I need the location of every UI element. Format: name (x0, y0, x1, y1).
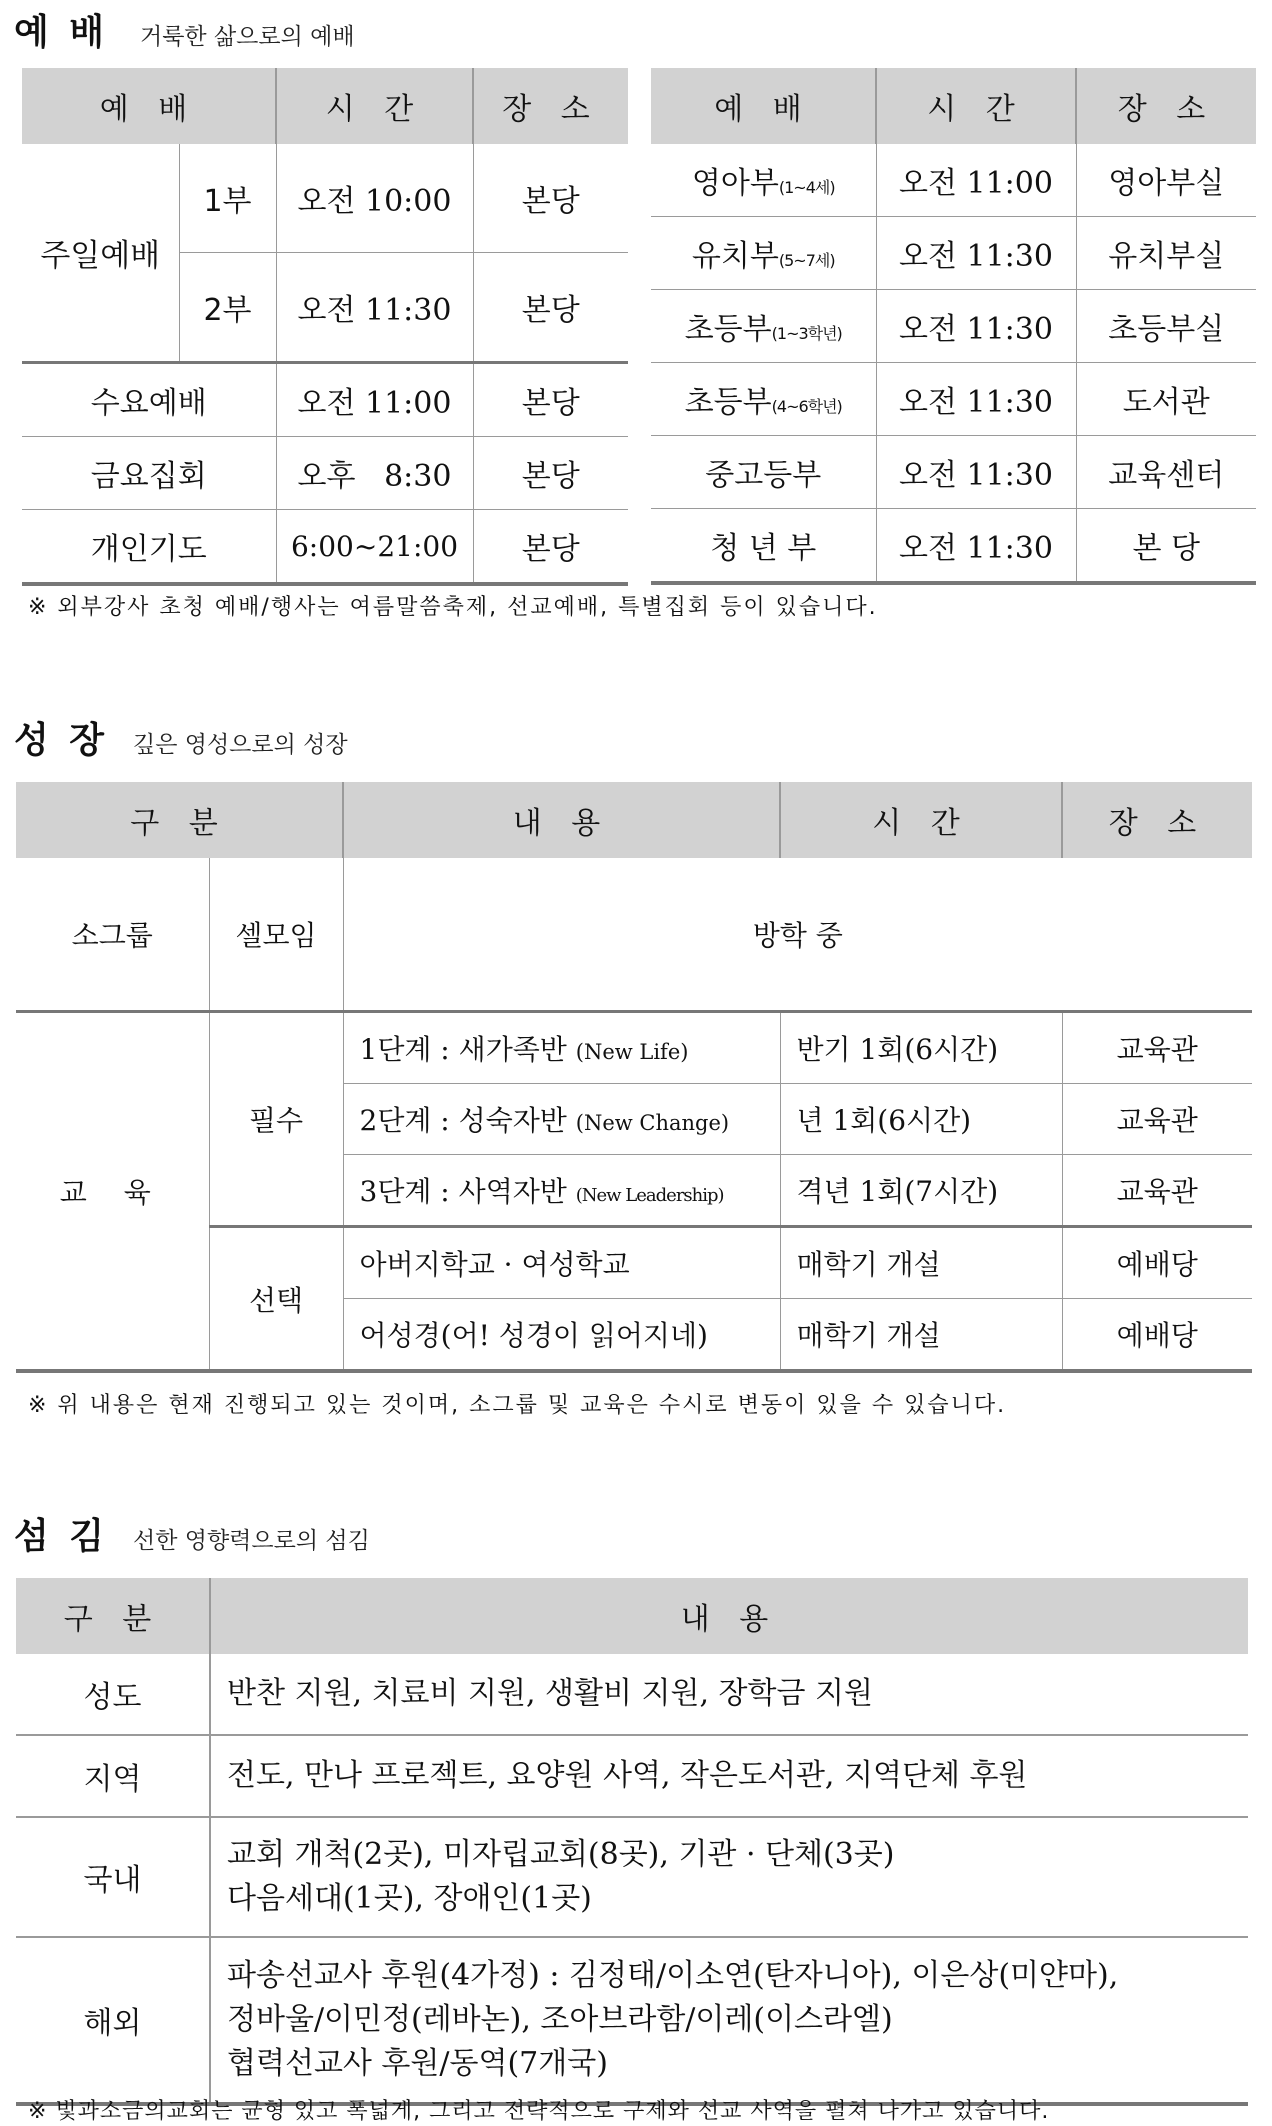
worship-subtitle: 거룩한 삶으로의 예배 (140, 24, 355, 50)
department-place: 초등부실 (1076, 290, 1256, 363)
sunday-part-label: 1부 (179, 144, 276, 253)
course-time: 매학기 개설 (780, 1227, 1062, 1299)
department-place: 도서관 (1076, 363, 1256, 436)
worship-place: 본당 (473, 437, 628, 510)
department-label: 영아부 (691, 166, 779, 201)
department-label: 유치부 (691, 239, 779, 274)
course-english: (New Life) (575, 1040, 689, 1064)
worship-name: 금요집회 (22, 437, 276, 510)
optional-label: 선택 (209, 1227, 343, 1372)
header-worship: 예 배 (22, 68, 276, 144)
cell-group-label: 셀모임 (209, 858, 343, 1012)
department-place: 영아부실 (1076, 144, 1256, 217)
department-time: 오전 11:30 (876, 509, 1076, 584)
growth-title: 성 장 (14, 720, 109, 761)
worship-title: 예 배 (14, 12, 109, 53)
growth-note: ※ 위 내용은 현재 진행되고 있는 것이며, 소그룹 및 교육은 수시로 변동이 있을 수 있습니다. (28, 1393, 1007, 1418)
service-line: 정바울/이민정(레바논), 조아브라함/이레(이스라엘) (227, 2002, 893, 2037)
sunday-place: 본당 (473, 144, 628, 253)
worship-time: 오전 11:00 (276, 363, 473, 437)
service-line: 다음세대(1곳), 장애인(1곳) (227, 1881, 592, 1916)
sunday-part-label: 2부 (179, 253, 276, 363)
course-place: 교육관 (1062, 1012, 1252, 1084)
department-place: 본 당 (1132, 531, 1200, 566)
sunday-place: 본당 (473, 253, 628, 363)
course-place: 교육관 (1062, 1084, 1252, 1155)
service-content: 전도, 만나 프로젝트, 요양원 사역, 작은도서관, 지역단체 후원 (210, 1735, 1248, 1817)
course-place: 예배당 (1116, 1319, 1198, 1352)
department-time: 오전 11:30 (876, 363, 1076, 436)
service-content (210, 1817, 1248, 1937)
service-note: ※ 빛과소금의교회는 균형 있고 폭넓게, 그리고 전략적으로 구제와 선교 사역을 펼쳐 나가고 있습니다. (28, 2099, 1050, 2124)
course-time: 격년 1회(7시간) (780, 1155, 1062, 1227)
department-name (651, 363, 876, 436)
department-label: 초등부 (684, 385, 772, 420)
sunday-worship-label: 주일예배 (22, 144, 179, 363)
course-time: 매학기 개설 (780, 1299, 1062, 1372)
growth-table (16, 782, 1252, 1373)
department-name: 청 년 부 (651, 509, 876, 584)
header-place: 장 소 (1062, 782, 1252, 858)
header-time: 시 간 (276, 68, 473, 144)
department-place: 교육센터 (1076, 436, 1256, 509)
course-english: (New Leadership) (575, 1185, 724, 1206)
department-time: 오전 11:30 (876, 290, 1076, 363)
course-time: 반기 1회(6시간) (780, 1012, 1062, 1084)
header-place: 장 소 (473, 68, 628, 144)
department-age: (5~7세) (778, 251, 835, 270)
service-label: 해외 (16, 1937, 210, 2104)
smallgroup-label: 소그룹 (16, 858, 209, 1012)
department-place: 유치부실 (1076, 217, 1256, 290)
smallgroup-content: 방학 중 (343, 858, 1252, 1012)
department-age: (1~3학년) (771, 324, 842, 343)
header-content: 내 용 (343, 782, 780, 858)
worship-time: 오후 8:30 (276, 437, 473, 510)
worship-department-table (651, 68, 1256, 585)
header-place: 장 소 (1076, 68, 1256, 144)
worship-name: 수요예배 (22, 363, 276, 437)
department-time: 오전 11:00 (876, 144, 1076, 217)
header-time: 시 간 (876, 68, 1076, 144)
course-english: (New Change) (575, 1111, 730, 1135)
worship-place: 본당 (521, 532, 580, 567)
service-subtitle: 선한 영향력으로의 섬김 (133, 1528, 370, 1554)
course-content: 어성경(어! 성경이 읽어지네) (343, 1299, 780, 1372)
sunday-time: 오전 11:30 (276, 253, 473, 363)
course-place: 교육관 (1062, 1155, 1252, 1227)
service-table (16, 1578, 1248, 2106)
course-content (343, 1084, 780, 1155)
course-content (343, 1155, 780, 1227)
department-name (651, 217, 876, 290)
department-name (651, 290, 876, 363)
course-title: 3단계 : 사역자반 (359, 1175, 567, 1208)
worship-name: 개인기도 (22, 510, 276, 585)
header-worship: 예 배 (651, 68, 876, 144)
worship-note: ※ 외부강사 초청 예배/행사는 여름말씀축제, 선교예배, 특별집회 등이 있습니다. (28, 595, 878, 620)
service-content (210, 1937, 1248, 2104)
growth-subtitle: 깊은 영성으로의 성장 (133, 732, 348, 758)
header-time: 시 간 (780, 782, 1062, 858)
worship-time: 6:00~21:00 (276, 510, 473, 585)
service-title: 섬 김 (14, 1516, 109, 1557)
department-label: 초등부 (684, 312, 772, 347)
service-line: 교회 개척(2곳), 미자립교회(8곳), 기관 · 단체(3곳) (227, 1837, 895, 1872)
department-age: (1~4세) (778, 178, 835, 197)
department-age: (4~6학년) (771, 397, 842, 416)
service-line: 파송선교사 후원(4가정) : 김정태/이소연(탄자니아), 이은상(미얀마), (227, 1958, 1119, 1993)
education-label: 교 육 (16, 1012, 209, 1372)
required-label: 필수 (209, 1012, 343, 1227)
worship-place: 본당 (473, 363, 628, 437)
service-content: 반찬 지원, 치료비 지원, 생활비 지원, 장학금 지원 (210, 1654, 1248, 1735)
department-name: 중고등부 (651, 436, 876, 509)
department-time: 오전 11:30 (876, 436, 1076, 509)
service-line: 협력선교사 후원/동역(7개국) (227, 2046, 608, 2081)
header-content: 내 용 (210, 1578, 1248, 1654)
header-category: 구 분 (16, 782, 343, 858)
course-content: 아버지학교 · 여성학교 (343, 1227, 780, 1299)
header-category: 구 분 (16, 1578, 210, 1654)
course-time: 년 1회(6시간) (780, 1084, 1062, 1155)
service-label: 성도 (16, 1654, 210, 1735)
course-place: 예배당 (1062, 1227, 1252, 1299)
department-time: 오전 11:30 (876, 217, 1076, 290)
service-label: 국내 (16, 1817, 210, 1937)
department-name (651, 144, 876, 217)
course-content (343, 1012, 780, 1084)
service-label: 지역 (16, 1735, 210, 1817)
course-title: 1단계 : 새가족반 (359, 1033, 567, 1066)
worship-main-table (22, 68, 628, 586)
sunday-time: 오전 10:00 (276, 144, 473, 253)
course-title: 2단계 : 성숙자반 (359, 1104, 567, 1137)
